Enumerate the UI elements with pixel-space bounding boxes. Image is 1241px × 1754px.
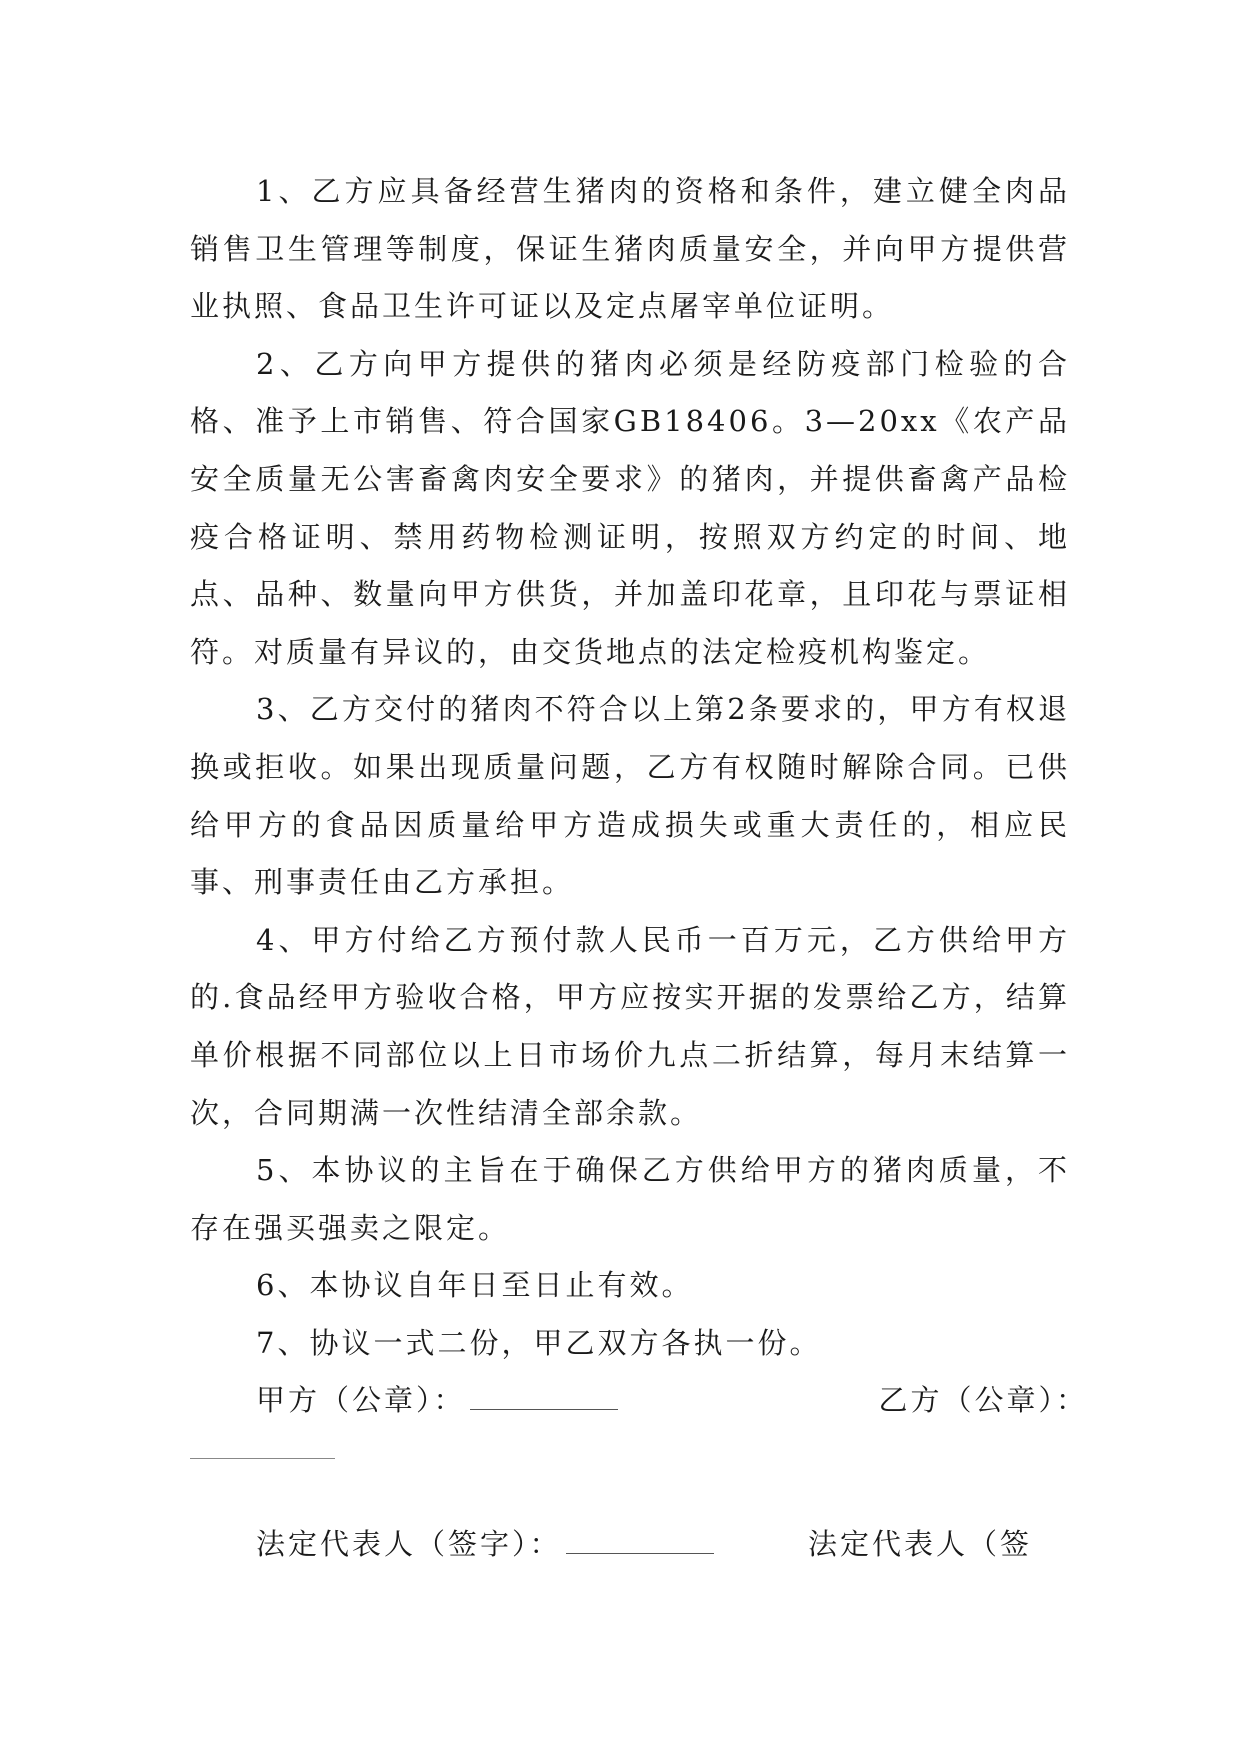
party-b-rep-label: 法定代表人（签	[808, 1526, 1033, 1561]
party-a-seal	[256, 1372, 618, 1430]
party-b-seal-blank	[190, 1458, 335, 1459]
clause-7: 7、协议一式二份，甲乙双方各执一份。	[256, 1325, 822, 1360]
party-a-rep-label: 法定代表人（签字）：	[256, 1526, 562, 1561]
clause-6: 6、本协议自年日至日止有效。	[256, 1268, 694, 1303]
clause-4: 4、甲方付给乙方预付款人民币一百万元，乙方供给甲方的.食品经甲方验收合格，甲方应按实开据的发票给乙方，结算单价根据不同部位以上日市场价九点二折结算，每月末结算一次，合同期满一次性结清全部余款。	[190, 922, 1070, 1130]
party-a-rep	[256, 1516, 714, 1574]
seal-signature-row	[190, 1372, 1088, 1430]
party-a-seal-label: 甲方（公章）：	[256, 1383, 466, 1418]
clause-5: 5、本协议的主旨在于确保乙方供给甲方的猪肉质量，不存在强买强卖之限定。	[190, 1153, 1070, 1245]
party-a-rep-blank	[566, 1523, 714, 1554]
document-body	[190, 163, 1088, 1573]
party-b-seal-blank-row	[190, 1430, 1070, 1488]
representative-signature-row	[190, 1516, 1070, 1574]
clause-3: 3、乙方交付的猪肉不符合以上第2条要求的，甲方有权退换或拒收。如果出现质量问题，乙方有权随时解除合同。已供给甲方的食品因质量给甲方造成损失或重大责任的，相应民事、刑事责任由乙方承担。	[190, 692, 1070, 900]
party-a-seal-blank	[470, 1379, 618, 1410]
clause-2: 2、乙方向甲方提供的猪肉必须是经防疫部门检验的合格、准予上市销售、符合国家GB18406。3—20xx《农产品安全质量无公害畜禽肉安全要求》的猪肉，并提供畜禽产品检疫合格证明、禁用药物检测证明，按照双方约定的时间、地点、品种、数量向甲方供货，并加盖印花章，且印花与票证相符。对质量有异议的，由交货地点的法定检疫机构鉴定。	[190, 346, 1070, 669]
party-b-seal-label: 乙方（公章）：	[878, 1383, 1088, 1418]
clause-1: 1、乙方应具备经营生猪肉的资格和条件，建立健全肉品销售卫生管理等制度，保证生猪肉质量安全，并向甲方提供营业执照、食品卫生许可证以及定点屠宰单位证明。	[190, 174, 1070, 324]
